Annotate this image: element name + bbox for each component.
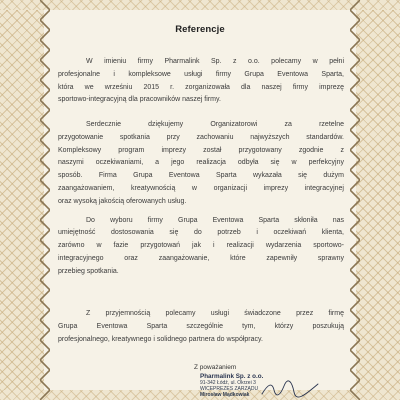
scallop-chevron (350, 300, 360, 320)
decorative-border-left (0, 0, 44, 400)
paragraph-intro (58, 56, 344, 107)
text-line: przygotowanie spotkania przy zachowaniu najwyższych standardów. (58, 133, 344, 141)
letter-content (50, 14, 350, 400)
scallop-chevron (40, 180, 50, 200)
stamp-company-name: Pharmalink Sp. z o.o. (200, 373, 264, 380)
closing-salutation: Z poważaniem (194, 364, 237, 371)
scallop-chevron (40, 340, 50, 360)
scallop-chevron (350, 280, 360, 300)
scallop-chevron (40, 100, 50, 120)
scallop-chevron (40, 20, 50, 40)
scallop-chevron (350, 20, 360, 40)
text-line: zaangażowaniem, kreatywnością w organizacji imprezy integracyjnej (58, 184, 344, 192)
scallop-chevron (350, 140, 360, 160)
scallop-chevron (40, 140, 50, 160)
text-line: oraz wysoką jakością oferowanych usług. (58, 197, 187, 205)
stamp-person-name: Mirosław Mądkowiak (200, 392, 250, 398)
decorative-border-right (356, 0, 400, 400)
scallop-chevron (40, 220, 50, 240)
text-line: profesjonalne i kompleksowe usługi firmy Grupa Eventowa Sparta, (58, 70, 344, 78)
scallop-chevron (40, 260, 50, 280)
scallop-chevron (350, 120, 360, 140)
scallop-chevron (350, 200, 360, 220)
scallop-chevron (40, 320, 50, 340)
scallop-chevron (40, 240, 50, 260)
scallop-chevron (350, 240, 360, 260)
scallop-chevron (350, 360, 360, 380)
scallop-chevron (350, 220, 360, 240)
scallop-chevron (350, 60, 360, 80)
scallop-chevron (40, 280, 50, 300)
scallop-chevron (350, 80, 360, 100)
letter-title: Referencje (175, 24, 225, 35)
paragraph-thanks (58, 119, 344, 279)
scallop-edge-left (40, 0, 50, 400)
decorative-border-top (0, 0, 400, 10)
text-line: sposób. Firma Grupa Eventowa Sparta wykazała się dużym (58, 172, 344, 180)
text-line: Z przyjemnością polecamy usługi świadczone przez firmę (86, 310, 344, 317)
scallop-chevron (350, 320, 360, 340)
handwritten-signature (260, 378, 320, 400)
paragraph-recommendation (58, 308, 344, 346)
text-line: W imieniu firmy Pharmalink Sp. z o.o. polecamy w pełni (86, 58, 344, 65)
scallop-chevron (40, 120, 50, 140)
text-line: integracyjnego oraz zaangażowanie, które zapewniły sprawny (58, 254, 344, 262)
scallop-chevron (350, 160, 360, 180)
scallop-chevron (40, 0, 50, 20)
stamp-address: 91-342 Łódź, ul. Okrzei 3 (200, 380, 256, 386)
text-line: Serdecznie dziękujemy Organizatorowi za rzetelne (86, 121, 344, 128)
text-line: przebieg spotkania. (58, 267, 119, 275)
scallop-chevron (40, 160, 50, 180)
stamp-role: WICEPREZES ZARZĄDU (200, 386, 259, 392)
text-line: Grupa Eventowa Sparta szczególnie tym, którzy poszukują (58, 322, 344, 330)
text-line: naszymi oczekiwaniami, a jego realizacja odbyła się w perfekcyjny (58, 159, 344, 167)
scallop-chevron (40, 360, 50, 380)
scallop-chevron (350, 380, 360, 400)
scallop-chevron (350, 340, 360, 360)
scallop-chevron (40, 300, 50, 320)
scallop-chevron (40, 200, 50, 220)
scallop-chevron (40, 80, 50, 100)
text-line: Kompleksowy program imprezy został przygotowany zgodnie z (58, 146, 344, 154)
scallop-chevron (350, 260, 360, 280)
scallop-chevron (40, 60, 50, 80)
scallop-chevron (350, 180, 360, 200)
scallop-chevron (350, 100, 360, 120)
scallop-chevron (350, 0, 360, 20)
text-line: umiejętność dostosowania się do potrzeb i oczekiwań klienta, (58, 229, 344, 237)
text-line: Do wyboru firmy Grupa Eventowa Sparta skłoniła nas (86, 216, 344, 224)
text-line: która we wrześniu 2015 r. zorganizowała dla naszej firmy imprezę (58, 83, 344, 91)
scallop-edge-right (350, 0, 360, 400)
scallop-chevron (40, 380, 50, 400)
text-line: profesjonalnego, kreatywnego i solidnego partnera do współpracy. (58, 335, 263, 343)
text-line: sportowo-integracyjną dla pracowników naszej firmy. (58, 96, 221, 104)
text-line: zarówno w fazie przygotowań jak i realizacji wydarzenia sportowo- (58, 242, 344, 250)
scallop-chevron (350, 40, 360, 60)
scallop-chevron (40, 40, 50, 60)
